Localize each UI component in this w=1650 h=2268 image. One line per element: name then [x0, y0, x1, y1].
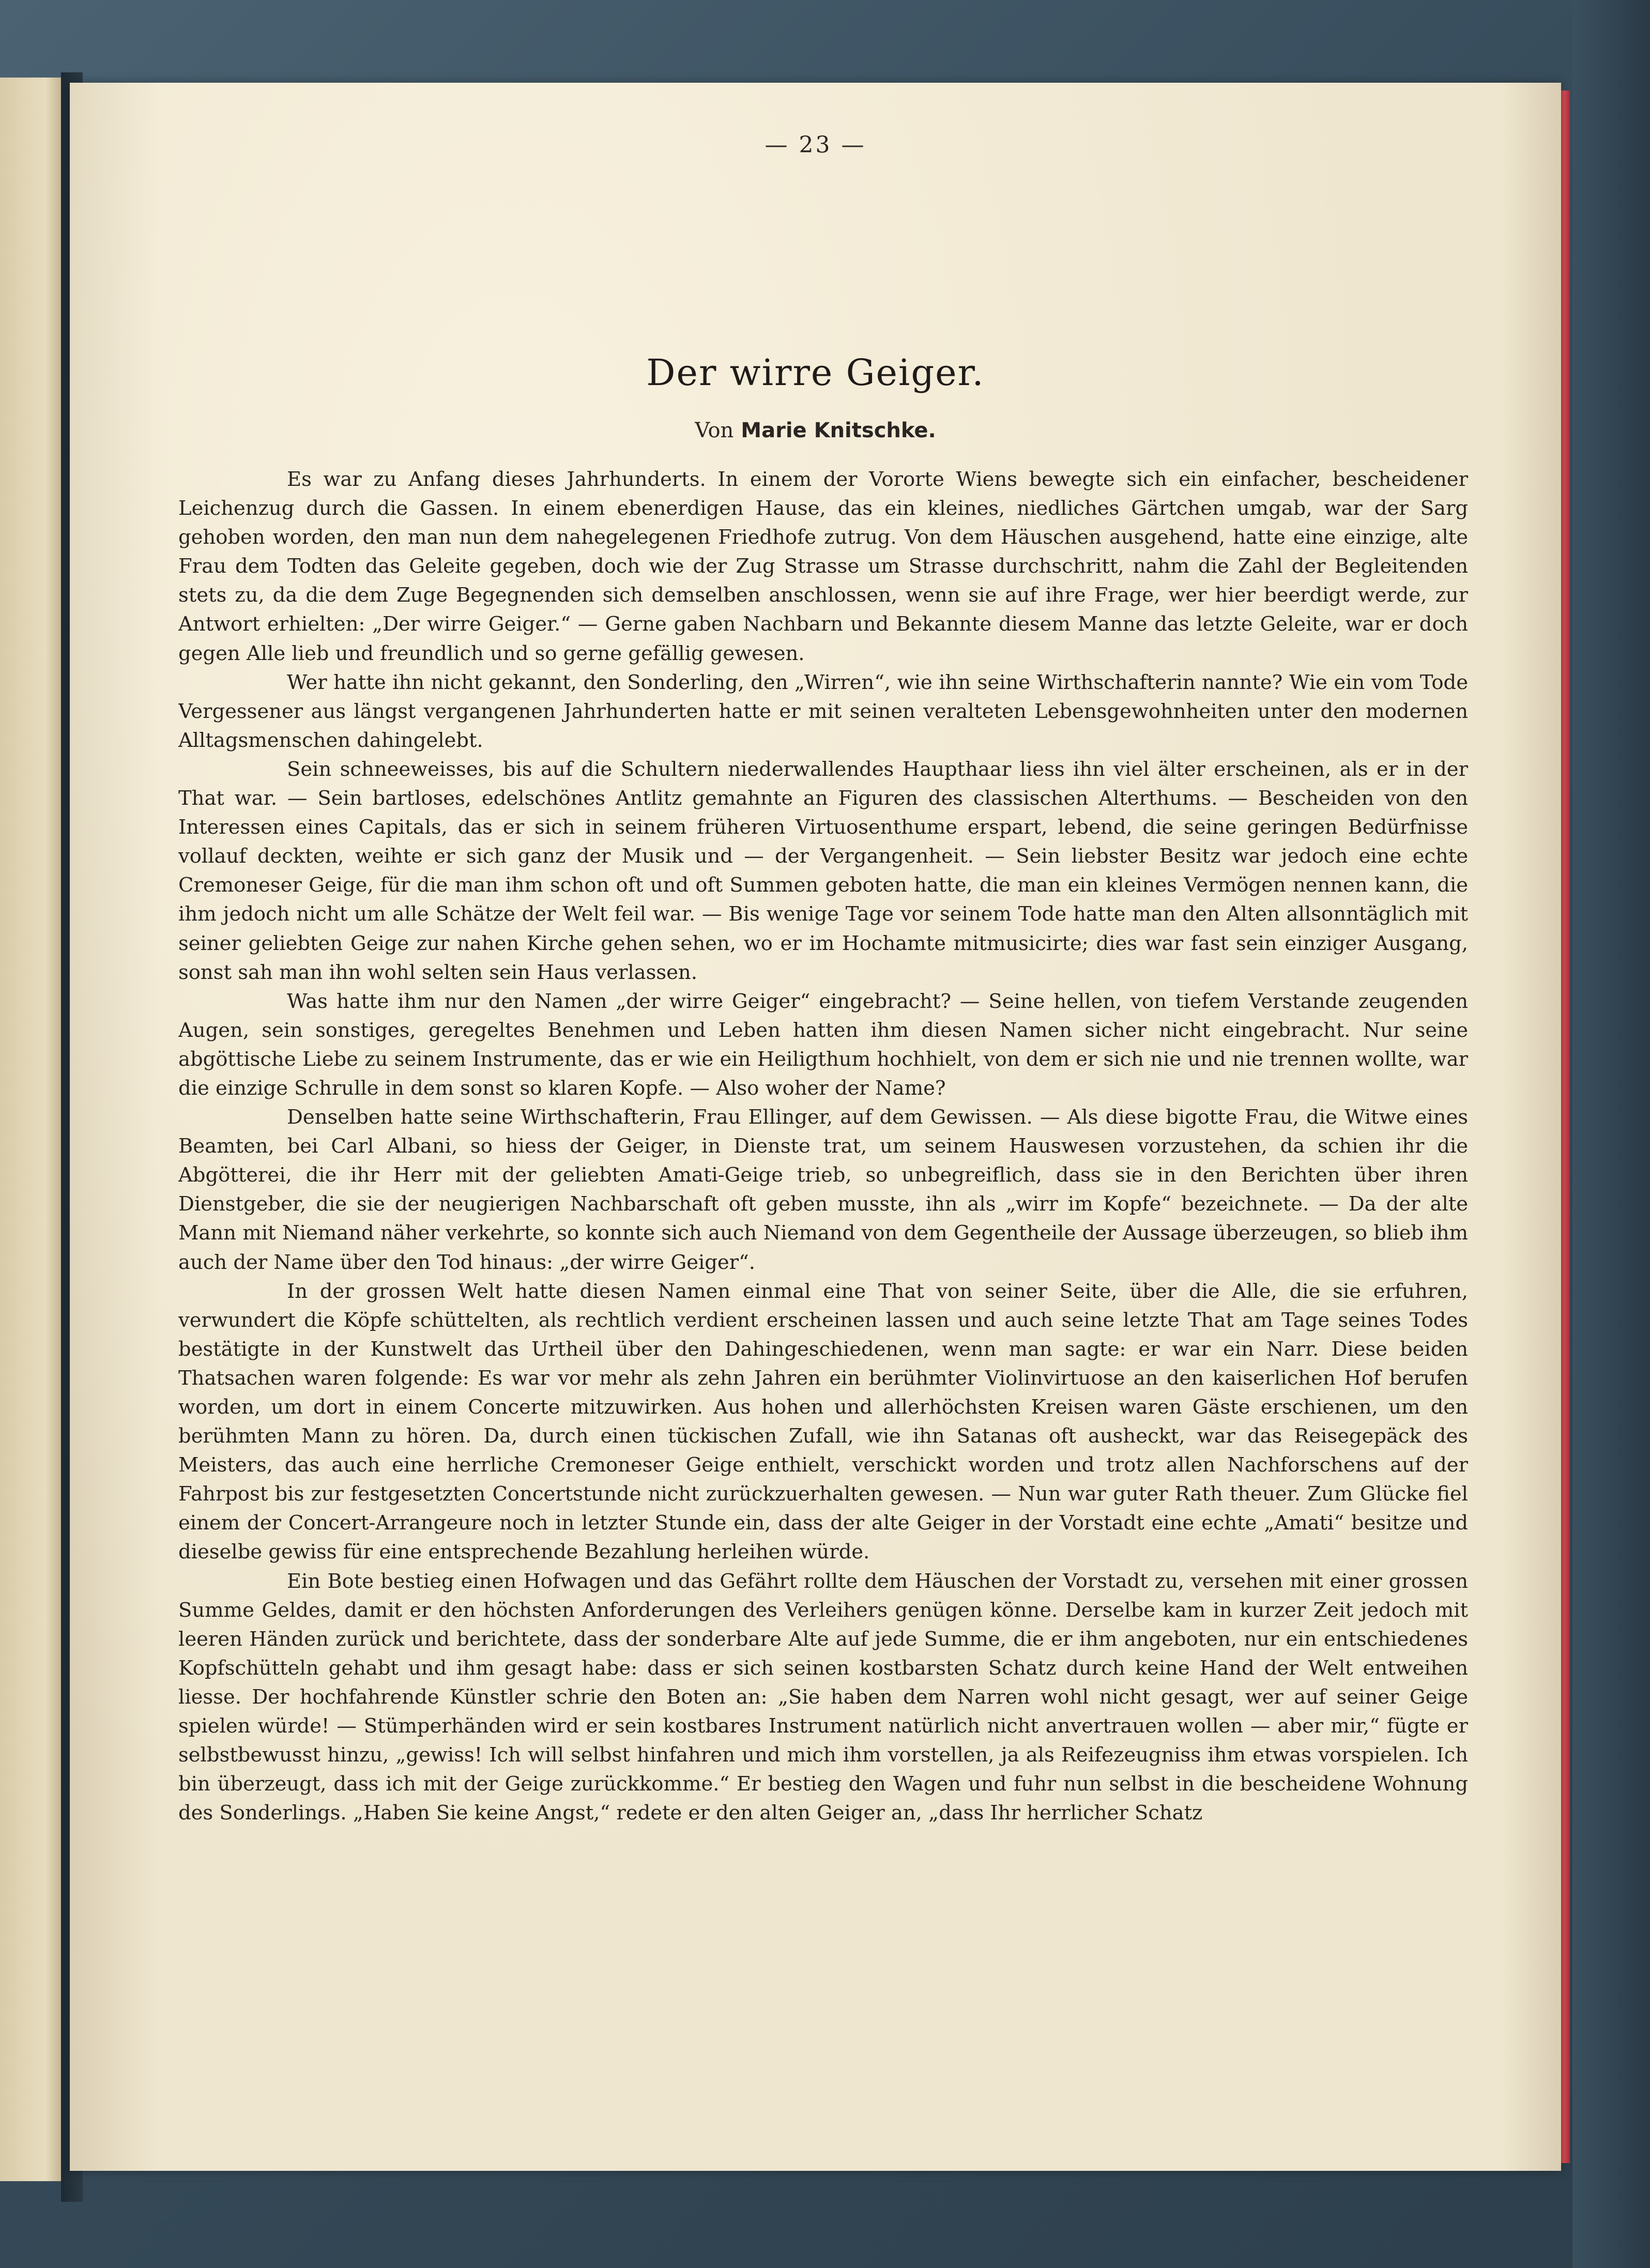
byline: [70, 419, 1561, 442]
article-body: [178, 465, 1468, 2150]
paragraph: In der grossen Welt hatte diesen Namen einmal eine That von seiner Seite, über die Alle, die sie erfuhren, verwundert die Köpfe schüttelten, als rechtlich verdient erscheinen lassen und auch seine letzte That am Tage seines Todes bestätigte in der Kunstwelt das Urtheil über den Dahingeschiedenen, wenn man sagte: er war ein Narr. Diese beiden Thatsachen waren folgende: Es war vor mehr als zehn Jahren ein berühmter Violinvirtuose an den kaiserlichen Hof berufen worden, um dort in einem Concerte mitzuwirken. Aus hohen und allerhöchsten Kreisen waren Gäste erschienen, um den berühmten Mann zu hören. Da, durch einen tückischen Zufall, wie ihn Satanas oft ausheckt, war das Reisegepäck des Meisters, das auch eine herrliche Cremoneser Geige enthielt, verschickt worden und trotz allen Nachforschens auf der Fahrpost bis zur festgesetzten Concertstunde nicht zurückzuerhalten gewesen. — Nun war guter Rath theuer. Zum Glücke fiel einem der Concert-Arrangeure noch in letzter Stunde ein, dass der alte Geiger in der Vorstadt eine echte „Amati“ besitze und dieselbe gewiss für eine entsprechende Bezahlung herleihen würde.: [178, 1279, 1468, 1564]
paragraph: Es war zu Anfang dieses Jahrhunderts. In einem der Vororte Wiens bewegte sich ein einfacher, bescheidener Leichenzug durch die Gassen. In einem ebenerdigen Hause, das ein kleines, niedliches Gärtchen umgab, war der Sarg gehoben worden, den man nun dem nahegelegenen Friedhofe zutrug. Von dem Häuschen ausgehend, hatte eine einzige, alte Frau dem Todten das Geleite gegeben, doch wie der Zug Strasse um Strasse durchschritt, nahm die Zahl der Begleitenden stets zu, da die dem Zuge Begegnenden sich demselben anschlossen, wenn sie auf ihre Frage, wer hier beerdigt werde, zur Antwort erhielten: „Der wirre Geiger.“ — Gerne gaben Nachbarn und Bekannte diesem Manne das letzte Geleite, war er doch gegen Alle lieb und freundlich und so gerne gefällig gewesen.: [178, 468, 1468, 665]
paragraph: Was hatte ihm nur den Namen „der wirre Geiger“ eingebracht? — Seine hellen, von tiefem Verstande zeugenden Augen, sein sonstiges, geregeltes Benehmen und Leben hatten ihm diesen Namen sicher nicht eingebracht. Nur seine abgöttische Liebe zu seinem Instrumente, das er wie ein Heiligthum hochhielt, von dem er sich nie und nie trennen wollte, war die einzige Schrulle in dem sonst so klaren Kopfe. — Also woher der Name?: [178, 989, 1468, 1100]
author-name: Marie Knitschke.: [741, 419, 936, 442]
paragraph: Ein Bote bestieg einen Hofwagen und das Gefährt rollte dem Häuschen der Vorstadt zu, versehen mit einer grossen Summe Geldes, damit er den höchsten Anforderungen des Verleihers genügen könne. Derselbe kam in kurzer Zeit jedoch mit leeren Händen zurück und berichtete, dass der sonderbare Alte auf jede Summe, die er ihm angeboten, nur ein entschiedenes Kopfschütteln gehabt und ihm gesagt habe: dass er sich seinen kostbarsten Schatz durch keine Hand der Welt entweihen liesse. Der hochfahrende Künstler schrie den Boten an: „Sie haben dem Narren wohl nicht gesagt, wer auf seiner Geige spielen würde! — Stümperhänden wird er sein kostbares Instrument natürlich nicht anvertrauen wollen — aber mir,“ fügte er selbstbewusst hinzu, „gewiss! Ich will selbst hinfahren und mich ihm vorstellen, ja als Reifezeugniss ihm etwas vorspielen. Ich bin überzeugt, dass ich mit der Geige zurückkomme.“ Er bestieg den Wagen und fuhr nun selbst in die bescheidene Wohnung des Sonderlings. „Haben Sie keine Angst,“ redete er den alten Geiger an, „dass Ihr herrlicher Schatz: [178, 1569, 1468, 1825]
book-page: [70, 83, 1561, 2171]
byline-prefix: Von: [695, 419, 734, 442]
page-number: — 23 —: [765, 132, 866, 158]
cover-edge: [1572, 0, 1650, 2268]
article-title: Der wirre Geiger.: [646, 351, 985, 394]
left-page-edge: [0, 78, 65, 2181]
paragraph: Sein schneeweisses, bis auf die Schultern niederwallendes Haupthaar liess ihn viel älter erscheinen, als er in der That war. — Sein bartloses, edelschönes Antlitz gemahnte an Figuren des classischen Alterthums. — Bescheiden von den Interessen eines Capitals, das er sich in seinem früheren Virtuosenthume erspart, lebend, die seine geringen Bedürfnisse vollauf deckten, weihte er sich ganz der Musik und — der Vergangenheit. — Sein liebster Besitz war jedoch eine echte Cremoneser Geige, für die man ihm schon oft und oft Summen geboten hatte, die man ein kleines Vermögen nennen kann, die ihm jedoch nicht um alle Schätze der Welt feil war. — Bis wenige Tage vor seinem Tode hatte man den Alten allsonntäglich mit seiner geliebten Geige zur nahen Kirche gehen sehen, wo er im Hochamte mitmusicirte; dies war fast sein einziger Ausgang, sonst sah man ihn wohl selten sein Haus verlassen.: [178, 757, 1468, 984]
paragraph: Wer hatte ihn nicht gekannt, den Sonderling, den „Wirren“, wie ihn seine Wirthschafterin nannte? Wie ein vom Tode Vergessener aus längst vergangenen Jahrhunderten hatte er mit seinen veralteten Lebensgewohnheiten unter den modernen Alltagsmenschen dahingelebt.: [178, 670, 1468, 752]
paragraph: Denselben hatte seine Wirthschafterin, Frau Ellinger, auf dem Gewissen. — Als diese bigotte Frau, die Witwe eines Beamten, bei Carl Albani, so hiess der Geiger, in Dienste trat, um seinem Hauswesen vorzustehen, da schien ihr die Abgötterei, die ihr Herr mit der geliebten Amati-Geige trieb, so unbegreiflich, dass sie in den Berichten über ihren Dienstgeber, die sie der neugierigen Nachbarschaft oft geben musste, ihn als „wirr im Kopfe“ bezeichnete. — Da der alte Mann mit Niemand näher verkehrte, so konnte sich auch Niemand von dem Gegentheile der Aussage überzeugen, so blieb ihm auch der Name über den Tod hinaus: „der wirre Geiger“.: [178, 1106, 1468, 1274]
